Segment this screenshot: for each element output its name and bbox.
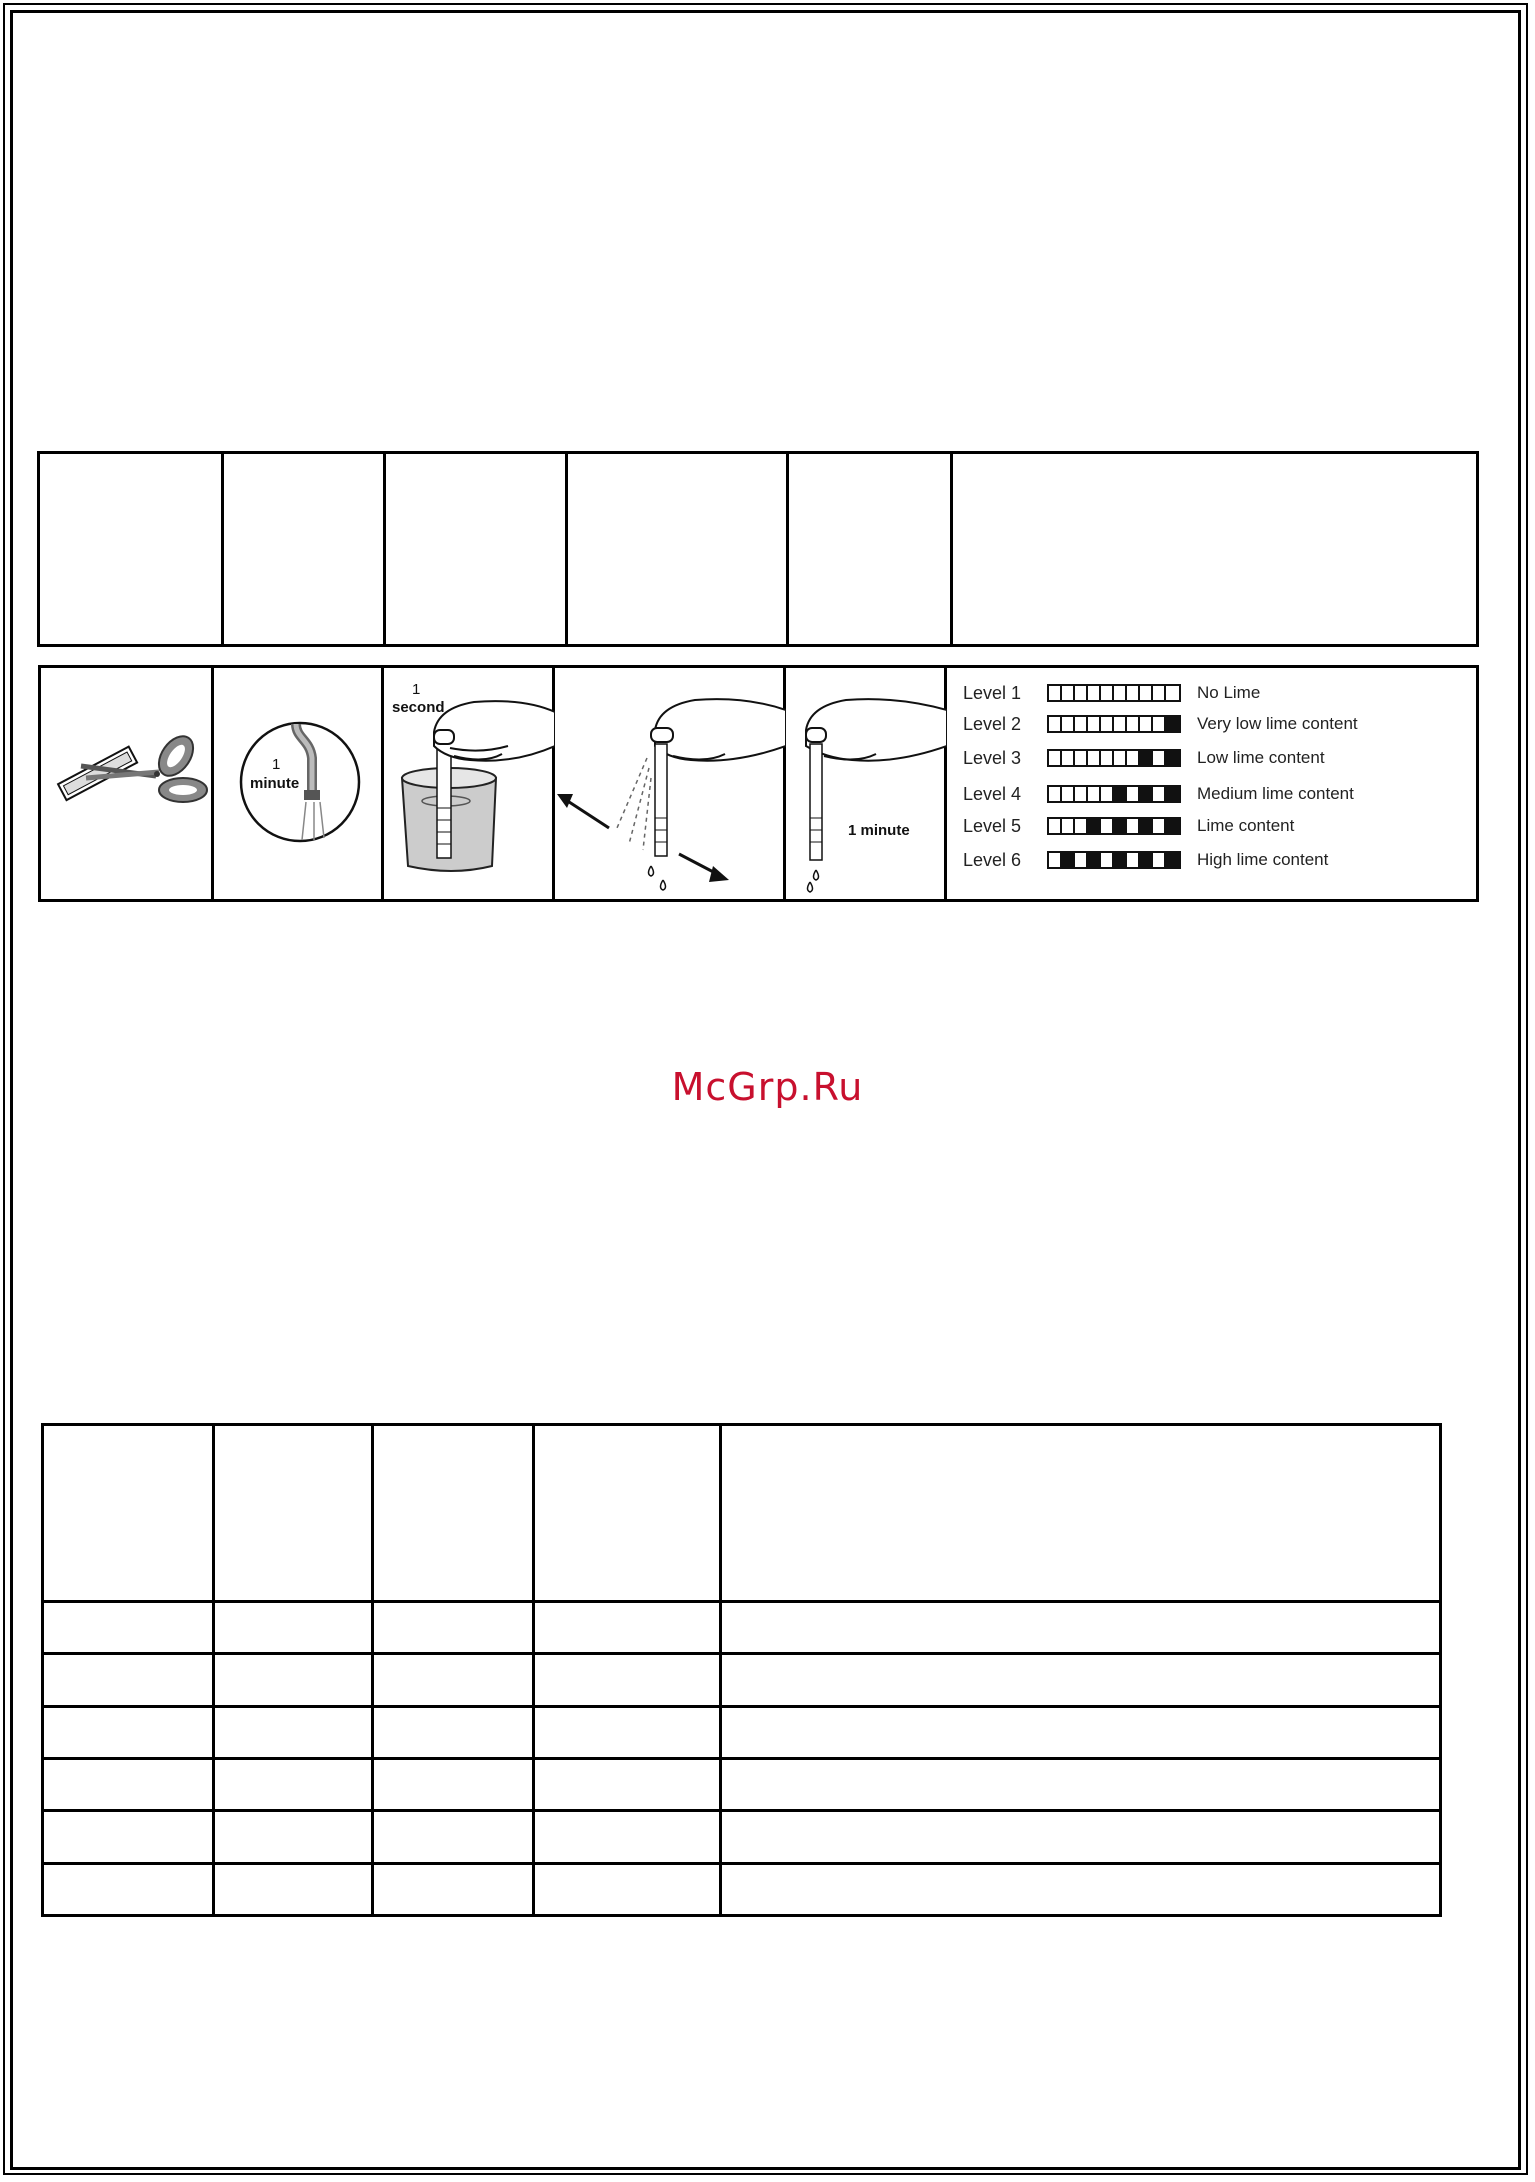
level-indicator-cell (1127, 717, 1140, 731)
table-cell (373, 1425, 534, 1602)
level-indicator-cell (1062, 751, 1075, 765)
level-label: Level 1 (963, 682, 1022, 703)
level-indicator-cell (1062, 853, 1075, 867)
level-indicator-cell (1153, 686, 1166, 700)
table-header-row (43, 1425, 1441, 1602)
table-cell (43, 1758, 214, 1810)
table-cell (373, 1863, 534, 1915)
table-cell (43, 1863, 214, 1915)
level-indicator-cell (1114, 853, 1127, 867)
level-row (963, 782, 1354, 806)
level-indicator-cell (1114, 686, 1127, 700)
level-description: Medium lime content (1197, 784, 1354, 803)
panel-cut-package (41, 668, 214, 899)
step2-duration-unit: minute (250, 775, 300, 792)
level-indicator-cell (1140, 819, 1153, 833)
faucet-icon (214, 668, 384, 900)
scissors-icon (41, 668, 214, 900)
level-description: Lime content (1197, 816, 1295, 835)
step3-duration-number: 1 (412, 681, 421, 698)
level-indicator-cell (1101, 819, 1114, 833)
table-cell (534, 1654, 721, 1706)
table-cell (214, 1602, 373, 1654)
table-cell (43, 1811, 214, 1863)
level-indicator-cell (1114, 787, 1127, 801)
level-label: Level 2 (963, 713, 1022, 734)
table-cell (214, 1758, 373, 1810)
table-cell (534, 1602, 721, 1654)
table-row (43, 1602, 1441, 1654)
level-description: High lime content (1197, 850, 1329, 869)
level-indicator-cell (1114, 751, 1127, 765)
level-description: Very low lime content (1197, 714, 1358, 733)
panel-dip-strip (384, 668, 555, 899)
level-indicator-cell (1140, 686, 1153, 700)
table-cell (39, 453, 223, 646)
level-row (963, 681, 1260, 705)
level-indicator-cell (1075, 787, 1088, 801)
level-indicator-cell (1166, 751, 1179, 765)
level-legend (947, 668, 1476, 899)
table-cell (373, 1706, 534, 1758)
level-indicator-cell (1088, 717, 1101, 731)
level-indicator-cell (1049, 787, 1062, 801)
table-cell (721, 1654, 1441, 1706)
level-indicator-bar (1047, 715, 1181, 733)
level-indicator-cell (1088, 819, 1101, 833)
level-indicator-cell (1166, 819, 1179, 833)
hand-dip-icon (384, 668, 555, 900)
table-row (43, 1706, 1441, 1758)
level-row (963, 746, 1325, 770)
level-row (963, 712, 1358, 736)
table-row (43, 1758, 1441, 1810)
level-indicator-cell (1114, 819, 1127, 833)
table-cell (534, 1706, 721, 1758)
level-indicator-cell (1075, 819, 1088, 833)
table-cell (721, 1863, 1441, 1915)
level-indicator-cell (1127, 686, 1140, 700)
table-cell (373, 1758, 534, 1810)
level-label: Level 6 (963, 849, 1022, 870)
level-indicator-cell (1075, 717, 1088, 731)
level-indicator-cell (1088, 751, 1101, 765)
table-cell (721, 1602, 1441, 1654)
level-indicator-cell (1075, 686, 1088, 700)
level-indicator-cell (1101, 853, 1114, 867)
level-indicator-bar (1047, 749, 1181, 767)
level-indicator-cell (1114, 717, 1127, 731)
table-cell (43, 1602, 214, 1654)
table-cell (43, 1425, 214, 1602)
level-indicator-cell (1088, 686, 1101, 700)
bottom-table (41, 1423, 1442, 1917)
step5-duration: 1 minute (848, 822, 910, 839)
table-cell (385, 453, 567, 646)
level-row (963, 814, 1294, 838)
level-indicator-cell (1127, 751, 1140, 765)
level-indicator-cell (1153, 751, 1166, 765)
level-indicator-cell (1153, 819, 1166, 833)
table-cell (214, 1654, 373, 1706)
table-cell (788, 453, 952, 646)
table-cell (373, 1602, 534, 1654)
table-cell (43, 1706, 214, 1758)
level-indicator-cell (1049, 751, 1062, 765)
table-cell (721, 1706, 1441, 1758)
panel-run-water (214, 668, 384, 899)
step2-duration-number: 1 (272, 756, 281, 773)
level-indicator-cell (1088, 787, 1101, 801)
table-cell (952, 453, 1478, 646)
top-table (37, 451, 1479, 647)
table-cell (223, 453, 385, 646)
table-cell (534, 1758, 721, 1810)
table-cell (214, 1706, 373, 1758)
level-indicator-cell (1140, 717, 1153, 731)
panel-level-legend (947, 668, 1476, 899)
level-indicator-cell (1062, 717, 1075, 731)
level-indicator-cell (1049, 686, 1062, 700)
panel-wait (786, 668, 947, 899)
table-cell (721, 1425, 1441, 1602)
level-indicator-cell (1127, 819, 1140, 833)
level-indicator-cell (1075, 751, 1088, 765)
level-indicator-cell (1140, 751, 1153, 765)
level-indicator-cell (1049, 717, 1062, 731)
table-cell (567, 453, 788, 646)
table-cell (214, 1811, 373, 1863)
level-indicator-cell (1101, 787, 1114, 801)
table-cell (373, 1811, 534, 1863)
instruction-panels (38, 665, 1479, 902)
level-label: Level 5 (963, 815, 1022, 836)
level-indicator-cell (1166, 717, 1179, 731)
level-indicator-cell (1127, 787, 1140, 801)
table-row (39, 453, 1478, 646)
level-indicator-cell (1166, 787, 1179, 801)
table-cell (721, 1811, 1441, 1863)
level-indicator-cell (1140, 853, 1153, 867)
level-description: No Lime (1197, 683, 1261, 702)
table-cell (373, 1654, 534, 1706)
level-indicator-cell (1153, 853, 1166, 867)
table-cell (534, 1863, 721, 1915)
level-label: Level 4 (963, 783, 1022, 804)
level-indicator-cell (1062, 686, 1075, 700)
panel-shake-strip (555, 668, 786, 899)
level-indicator-cell (1140, 787, 1153, 801)
table-cell (534, 1425, 721, 1602)
level-indicator-cell (1166, 853, 1179, 867)
watermark: McGrp.Ru (671, 1065, 864, 1109)
level-indicator-cell (1062, 787, 1075, 801)
hand-shake-icon (555, 668, 786, 900)
level-indicator-bar (1047, 684, 1181, 702)
level-indicator-cell (1049, 853, 1062, 867)
level-description: Low lime content (1197, 748, 1325, 767)
step3-duration-unit: second (392, 699, 445, 716)
table-row (43, 1811, 1441, 1863)
hand-hold-icon (786, 668, 947, 900)
table-cell (214, 1425, 373, 1602)
level-row (963, 848, 1328, 872)
table-row (43, 1863, 1441, 1915)
table-cell (534, 1811, 721, 1863)
level-indicator-bar (1047, 817, 1181, 835)
level-indicator-bar (1047, 785, 1181, 803)
table-row (43, 1654, 1441, 1706)
level-indicator-cell (1088, 853, 1101, 867)
level-indicator-cell (1127, 853, 1140, 867)
level-indicator-cell (1101, 686, 1114, 700)
level-indicator-cell (1153, 717, 1166, 731)
table-cell (721, 1758, 1441, 1810)
level-indicator-bar (1047, 851, 1181, 869)
table-cell (214, 1863, 373, 1915)
level-indicator-cell (1075, 853, 1088, 867)
level-indicator-cell (1166, 686, 1179, 700)
level-indicator-cell (1101, 751, 1114, 765)
level-indicator-cell (1049, 819, 1062, 833)
level-indicator-cell (1062, 819, 1075, 833)
level-indicator-cell (1101, 717, 1114, 731)
level-indicator-cell (1153, 787, 1166, 801)
table-cell (43, 1654, 214, 1706)
level-label: Level 3 (963, 747, 1022, 768)
